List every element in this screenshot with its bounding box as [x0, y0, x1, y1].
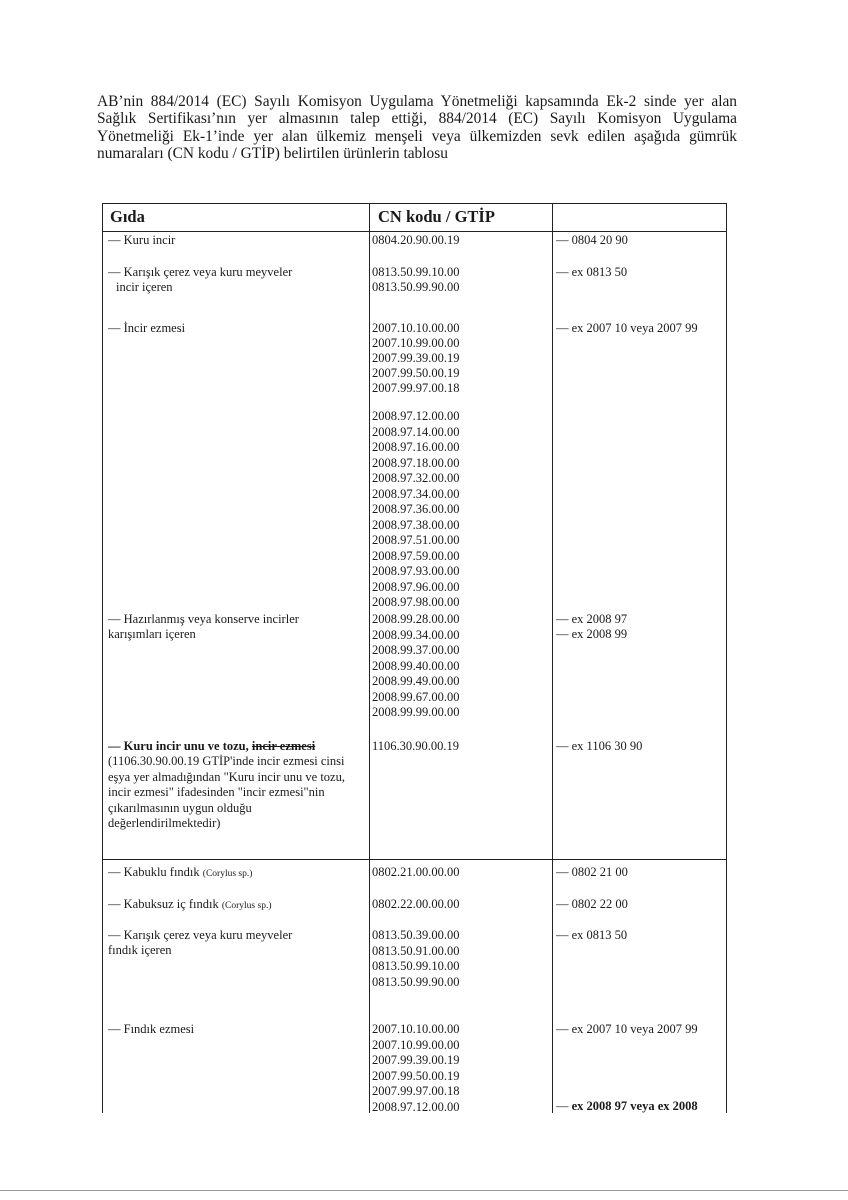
code-cell: 2008.99.37.00.00 — [372, 643, 460, 657]
code-cell: 2008.97.93.00.00 — [372, 564, 460, 578]
food-note: (1106.30.90.00.19 GTİP'inde incir ezmesi cinsi eşya yer almadığından "Kuru incir unu ve tozu, incir ezmesi" ifadesinden "incir ezmesi"nin çıkarılmasının uygun olduğu değerlendirilmektedir) — [108, 754, 345, 830]
code-cell: 2008.97.18.00.00 — [372, 455, 460, 470]
cn-cell: — 0804 20 90 — [556, 233, 628, 247]
cn-cell: — 0802 21 00 — [556, 865, 628, 879]
food-cell: — Hazırlanmış veya konserve incirler — [108, 612, 299, 626]
code-cell: 2008.97.59.00.00 — [372, 548, 460, 563]
code-cell: 2008.99.49.00.00 — [372, 674, 460, 688]
intro-paragraph: AB’nin 884/2014 (EC) Sayılı Komisyon Uygulama Yönetmeliği kapsamında Ek-2 sinde yer alan Sağlık Sertifikası’nın yer almasının talep ettiği, 884/2014 (EC) Sayılı Komisyon Uygulama Yönetmeliği Ek-1’inde yer alan ülkemiz menşeli veya ülkemizden sevk edilen aşağıda gümrük numaraları (CN kodu / GTİP) belirtilen ürünlerin tablosu — [97, 93, 737, 162]
code-cell: 2007.10.99.00.00 — [372, 336, 460, 350]
food-name: — Kabuklu fındık — [108, 865, 200, 879]
cn-cell: — 0802 22 00 — [556, 897, 628, 911]
food-cell: karışımları içeren — [108, 627, 196, 641]
table-top-border — [102, 203, 726, 204]
food-name: — Kabuksuz iç fındık — [108, 897, 219, 911]
code-cell: 0813.50.91.00.00 — [372, 943, 460, 958]
code-cell: 2008.97.12.00.00 — [372, 1099, 460, 1114]
cn-cell: — ex 2008 99 — [556, 627, 628, 641]
food-cell: incir içeren — [116, 280, 173, 294]
code-cell: 2008.97.16.00.00 — [372, 440, 460, 454]
food-cell: — Karışık çerez veya kuru meyveler — [108, 928, 293, 942]
cn-cell: — ex 2008 97 — [556, 612, 628, 626]
code-cell: 0813.50.99.90.00 — [372, 974, 460, 989]
row-separator — [102, 859, 726, 860]
code-cell: 2007.10.99.00.00 — [372, 1037, 460, 1052]
table-right-border — [726, 203, 727, 1113]
cn-cell: — ex 2007 10 veya 2007 99 — [556, 1022, 698, 1036]
code-cell: 2008.99.67.00.00 — [372, 689, 460, 704]
cn-cell: — ex 1106 30 90 — [556, 739, 643, 753]
code-cell: 2008.99.34.00.00 — [372, 627, 460, 642]
food-bold-text: — Kuru incir unu ve tozu, — [108, 739, 249, 753]
code-cell: 2008.97.36.00.00 — [372, 502, 460, 516]
code-cell: 2007.99.39.00.19 — [372, 1053, 460, 1067]
code-cell: 0813.50.99.90.00 — [372, 280, 460, 294]
column-divider-1 — [369, 203, 370, 1113]
code-cell: 2008.97.12.00.00 — [372, 409, 460, 423]
cn-cell: — ex 2007 10 veya 2007 99 — [556, 321, 698, 335]
code-cell: 2007.99.39.00.19 — [372, 351, 460, 365]
page-bottom-line — [0, 1190, 848, 1191]
scientific-name: (Corylus sp.) — [202, 869, 253, 879]
struck-text: incir ezmesi — [251, 739, 316, 753]
cn-cell: — ex 0813 50 — [556, 265, 628, 279]
code-cell: 2007.99.97.00.18 — [372, 381, 460, 395]
code-cell: 2008.97.14.00.00 — [372, 424, 460, 439]
code-cell: 2008.99.40.00.00 — [372, 658, 460, 673]
code-cell: 2007.10.10.00.00 — [372, 321, 460, 335]
code-cell: 2007.10.10.00.00 — [372, 1022, 460, 1036]
code-cell: 1106.30.90.00.19 — [372, 739, 460, 753]
cn-cell: — ex 0813 50 — [556, 928, 628, 942]
code-cell: 0804.20.90.00.19 — [372, 233, 460, 247]
code-cell: 2008.97.34.00.00 — [372, 486, 460, 501]
header-food: Gıda — [110, 207, 145, 226]
cn-cell: — ex 2008 97 veya ex 2008 — [556, 1099, 698, 1113]
table-header-bottom-border — [102, 231, 726, 232]
code-cell: 0802.21.00.00.00 — [372, 865, 460, 879]
code-cell: 2008.97.98.00.00 — [372, 595, 460, 609]
code-cell: 2008.99.28.00.00 — [372, 612, 460, 626]
cn-bold-text: ex 2008 97 veya ex 2008 — [571, 1099, 698, 1113]
code-cell: 2008.97.38.00.00 — [372, 517, 460, 532]
food-cell: — Karışık çerez veya kuru meyveler — [108, 265, 293, 279]
food-cell: — Fındık ezmesi — [108, 1022, 195, 1036]
header-cn-code: CN kodu / GTİP — [378, 207, 495, 226]
food-cell: fındık içeren — [108, 943, 172, 957]
code-cell: 2008.99.99.00.00 — [372, 705, 460, 719]
code-cell: 2008.97.51.00.00 — [372, 533, 460, 547]
food-cell: — Kuru incir — [108, 233, 176, 247]
code-cell: 2008.97.32.00.00 — [372, 471, 460, 485]
food-cell — [108, 897, 272, 915]
code-cell: 0802.22.00.00.00 — [372, 897, 460, 911]
food-cell — [108, 865, 252, 883]
table-left-border — [102, 203, 103, 1113]
code-cell: 0813.50.99.10.00 — [372, 265, 460, 279]
code-cell: 0813.50.39.00.00 — [372, 928, 460, 942]
scientific-name: (Corylus sp.) — [221, 901, 272, 911]
code-cell: 2007.99.50.00.19 — [372, 366, 460, 380]
food-cell — [108, 739, 315, 755]
code-cell: 0813.50.99.10.00 — [372, 959, 460, 973]
column-divider-2 — [552, 203, 553, 1113]
code-cell: 2007.99.97.00.18 — [372, 1084, 460, 1098]
code-cell: 2008.97.96.00.00 — [372, 579, 460, 594]
code-cell: 2007.99.50.00.19 — [372, 1068, 460, 1083]
food-cell: — İncir ezmesi — [108, 321, 186, 335]
